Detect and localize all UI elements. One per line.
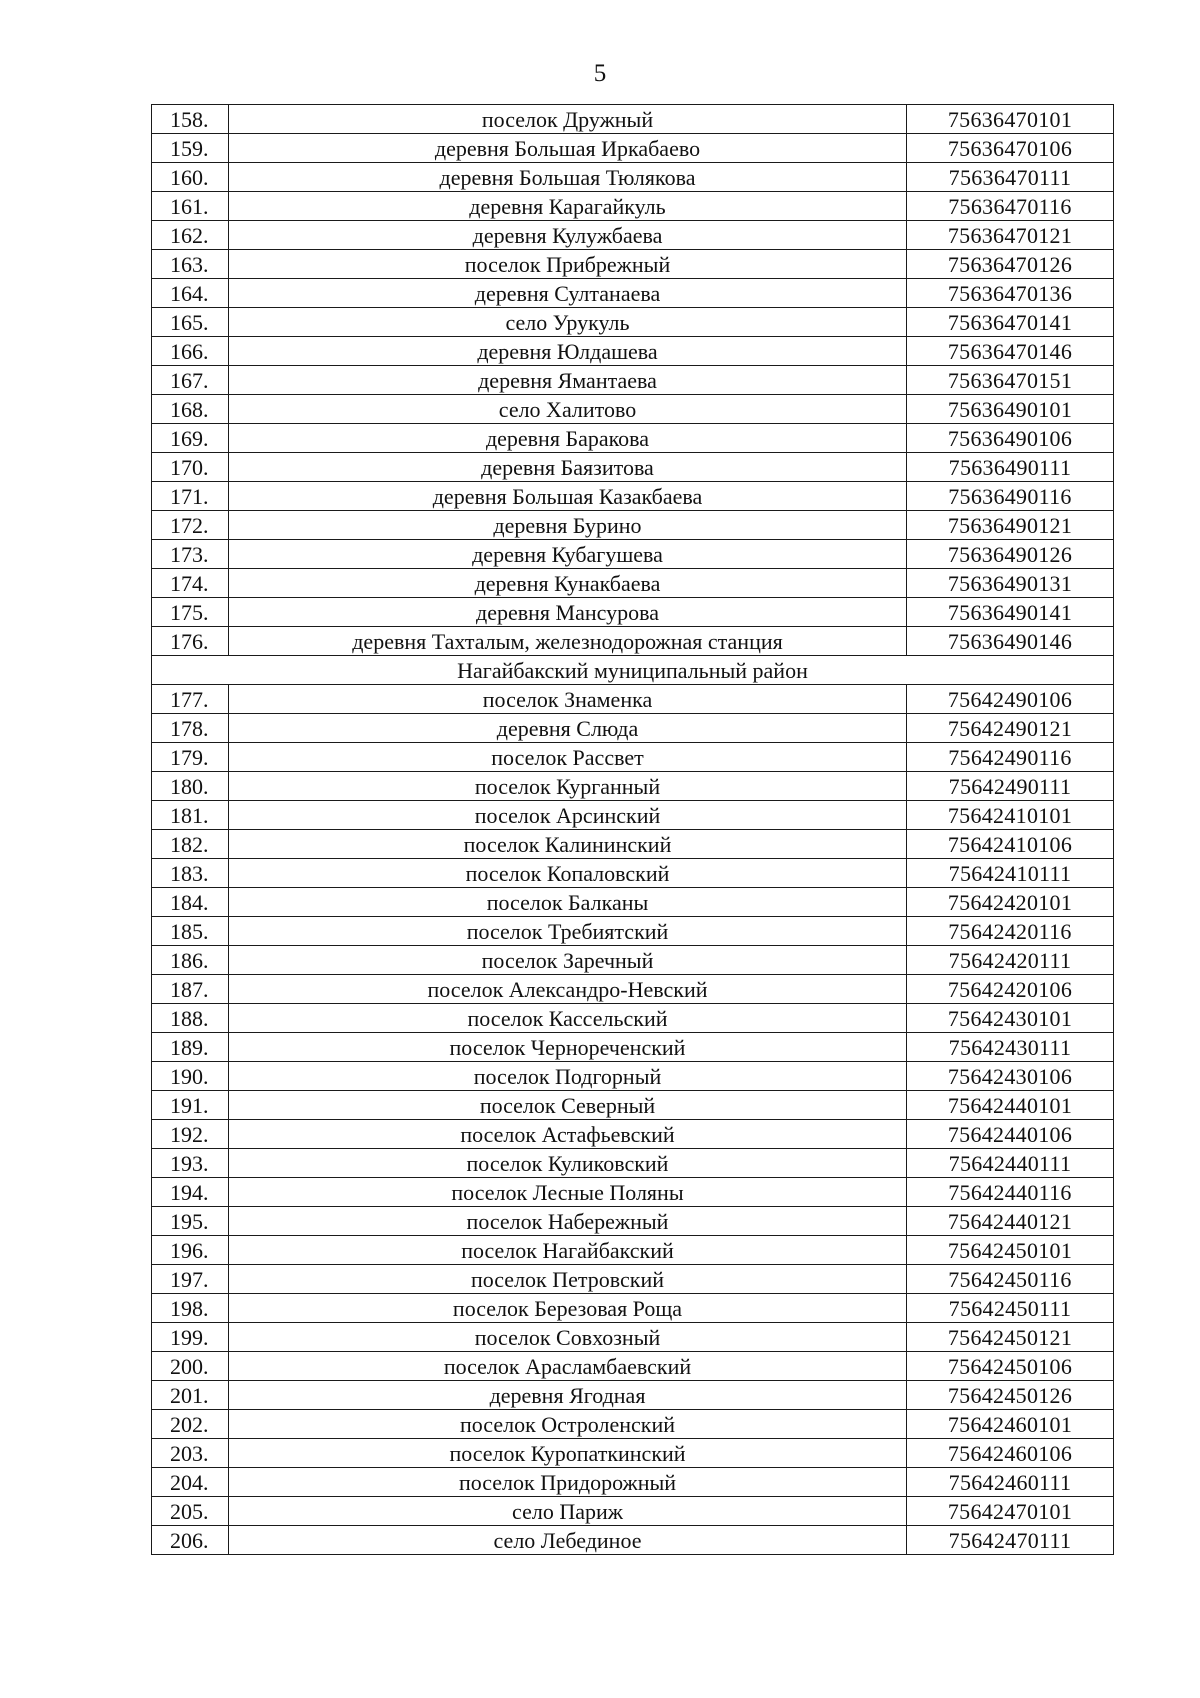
settlement-name-cell: поселок Нагайбакский bbox=[229, 1236, 907, 1265]
table-row bbox=[152, 598, 1114, 627]
row-number-cell: 189. bbox=[152, 1033, 229, 1062]
table-row bbox=[152, 1439, 1114, 1468]
row-number-cell: 192. bbox=[152, 1120, 229, 1149]
row-number-cell: 177. bbox=[152, 685, 229, 714]
settlement-name-cell: село Париж bbox=[229, 1497, 907, 1526]
oktmo-code-cell: 75636470136 bbox=[907, 279, 1114, 308]
section-title: Нагайбакский муниципальный район bbox=[152, 656, 1114, 685]
oktmo-code-cell: 75642450106 bbox=[907, 1352, 1114, 1381]
oktmo-code-cell: 75642410106 bbox=[907, 830, 1114, 859]
table-row bbox=[152, 859, 1114, 888]
table-row bbox=[152, 830, 1114, 859]
settlement-name-cell: деревня Кубагушева bbox=[229, 540, 907, 569]
row-number-cell: 174. bbox=[152, 569, 229, 598]
table-row bbox=[152, 192, 1114, 221]
settlement-name-cell: деревня Ямантаева bbox=[229, 366, 907, 395]
row-number-cell: 184. bbox=[152, 888, 229, 917]
row-number-cell: 198. bbox=[152, 1294, 229, 1323]
oktmo-code-cell: 75636470141 bbox=[907, 308, 1114, 337]
settlement-name-cell: деревня Слюда bbox=[229, 714, 907, 743]
settlement-name-cell: поселок Чернореченский bbox=[229, 1033, 907, 1062]
settlement-name-cell: село Урукуль bbox=[229, 308, 907, 337]
oktmo-code-cell: 75642420111 bbox=[907, 946, 1114, 975]
row-number-cell: 182. bbox=[152, 830, 229, 859]
row-number-cell: 186. bbox=[152, 946, 229, 975]
oktmo-code-cell: 75642450126 bbox=[907, 1381, 1114, 1410]
settlement-name-cell: поселок Прибрежный bbox=[229, 250, 907, 279]
table-row bbox=[152, 424, 1114, 453]
page-number: 5 bbox=[593, 60, 607, 87]
oktmo-code-cell: 75642440111 bbox=[907, 1149, 1114, 1178]
row-number-cell: 202. bbox=[152, 1410, 229, 1439]
table-row bbox=[152, 1091, 1114, 1120]
settlement-name-cell: поселок Дружный bbox=[229, 105, 907, 134]
oktmo-code-cell: 75642410101 bbox=[907, 801, 1114, 830]
oktmo-code-cell: 75642450116 bbox=[907, 1265, 1114, 1294]
table-row bbox=[152, 946, 1114, 975]
oktmo-code-cell: 75642490111 bbox=[907, 772, 1114, 801]
settlements-table-body bbox=[152, 105, 1114, 1555]
oktmo-code-cell: 75636470101 bbox=[907, 105, 1114, 134]
row-number-cell: 195. bbox=[152, 1207, 229, 1236]
oktmo-code-cell: 75636470146 bbox=[907, 337, 1114, 366]
row-number-cell: 194. bbox=[152, 1178, 229, 1207]
oktmo-code-cell: 75642430101 bbox=[907, 1004, 1114, 1033]
oktmo-code-cell: 75642430111 bbox=[907, 1033, 1114, 1062]
settlement-name-cell: поселок Кассельский bbox=[229, 1004, 907, 1033]
settlement-name-cell: поселок Александро-Невский bbox=[229, 975, 907, 1004]
settlement-name-cell: поселок Копаловский bbox=[229, 859, 907, 888]
table-row bbox=[152, 1004, 1114, 1033]
settlement-name-cell: поселок Петровский bbox=[229, 1265, 907, 1294]
table-row bbox=[152, 540, 1114, 569]
row-number-cell: 199. bbox=[152, 1323, 229, 1352]
settlement-name-cell: поселок Совхозный bbox=[229, 1323, 907, 1352]
settlement-name-cell: поселок Знаменка bbox=[229, 685, 907, 714]
oktmo-code-cell: 75636490146 bbox=[907, 627, 1114, 656]
table-row bbox=[152, 1265, 1114, 1294]
row-number-cell: 200. bbox=[152, 1352, 229, 1381]
settlement-name-cell: деревня Юлдашева bbox=[229, 337, 907, 366]
oktmo-code-cell: 75636490106 bbox=[907, 424, 1114, 453]
row-number-cell: 206. bbox=[152, 1526, 229, 1555]
oktmo-code-cell: 75642450121 bbox=[907, 1323, 1114, 1352]
row-number-cell: 205. bbox=[152, 1497, 229, 1526]
oktmo-code-cell: 75642410111 bbox=[907, 859, 1114, 888]
settlement-name-cell: поселок Набережный bbox=[229, 1207, 907, 1236]
row-number-cell: 175. bbox=[152, 598, 229, 627]
table-row bbox=[152, 395, 1114, 424]
oktmo-code-cell: 75642420106 bbox=[907, 975, 1114, 1004]
table-row bbox=[152, 917, 1114, 946]
settlement-name-cell: деревня Карагайкуль bbox=[229, 192, 907, 221]
oktmo-code-cell: 75636490131 bbox=[907, 569, 1114, 598]
table-row bbox=[152, 1294, 1114, 1323]
row-number-cell: 160. bbox=[152, 163, 229, 192]
oktmo-code-cell: 75642490121 bbox=[907, 714, 1114, 743]
row-number-cell: 173. bbox=[152, 540, 229, 569]
row-number-cell: 188. bbox=[152, 1004, 229, 1033]
table-row bbox=[152, 801, 1114, 830]
table-row bbox=[152, 1497, 1114, 1526]
oktmo-code-cell: 75636490121 bbox=[907, 511, 1114, 540]
table-row bbox=[152, 482, 1114, 511]
settlement-name-cell: деревня Баязитова bbox=[229, 453, 907, 482]
settlement-name-cell: деревня Большая Иркабаево bbox=[229, 134, 907, 163]
settlement-name-cell: деревня Большая Тюлякова bbox=[229, 163, 907, 192]
settlement-name-cell: деревня Баракова bbox=[229, 424, 907, 453]
table-row bbox=[152, 1062, 1114, 1091]
table-row bbox=[152, 250, 1114, 279]
row-number-cell: 190. bbox=[152, 1062, 229, 1091]
table-row bbox=[152, 221, 1114, 250]
oktmo-code-cell: 75636490116 bbox=[907, 482, 1114, 511]
oktmo-code-cell: 75642440121 bbox=[907, 1207, 1114, 1236]
row-number-cell: 179. bbox=[152, 743, 229, 772]
oktmo-code-cell: 75636490101 bbox=[907, 395, 1114, 424]
row-number-cell: 191. bbox=[152, 1091, 229, 1120]
settlement-name-cell: поселок Заречный bbox=[229, 946, 907, 975]
row-number-cell: 158. bbox=[152, 105, 229, 134]
settlement-name-cell: поселок Подгорный bbox=[229, 1062, 907, 1091]
row-number-cell: 196. bbox=[152, 1236, 229, 1265]
row-number-cell: 201. bbox=[152, 1381, 229, 1410]
settlement-name-cell: поселок Калининский bbox=[229, 830, 907, 859]
row-number-cell: 193. bbox=[152, 1149, 229, 1178]
table-row bbox=[152, 1207, 1114, 1236]
oktmo-code-cell: 75642440106 bbox=[907, 1120, 1114, 1149]
oktmo-code-cell: 75642460106 bbox=[907, 1439, 1114, 1468]
row-number-cell: 166. bbox=[152, 337, 229, 366]
table-row bbox=[152, 366, 1114, 395]
oktmo-code-cell: 75636490141 bbox=[907, 598, 1114, 627]
settlement-name-cell: поселок Придорожный bbox=[229, 1468, 907, 1497]
oktmo-code-cell: 75636470116 bbox=[907, 192, 1114, 221]
settlement-name-cell: поселок Березовая Роща bbox=[229, 1294, 907, 1323]
table-row bbox=[152, 1526, 1114, 1555]
row-number-cell: 164. bbox=[152, 279, 229, 308]
section-header-row bbox=[152, 656, 1114, 685]
oktmo-code-cell: 75642460101 bbox=[907, 1410, 1114, 1439]
row-number-cell: 159. bbox=[152, 134, 229, 163]
table-row bbox=[152, 1381, 1114, 1410]
settlement-name-cell: деревня Кунакбаева bbox=[229, 569, 907, 598]
settlement-name-cell: поселок Арасламбаевский bbox=[229, 1352, 907, 1381]
table-row bbox=[152, 1120, 1114, 1149]
row-number-cell: 162. bbox=[152, 221, 229, 250]
settlement-name-cell: деревня Большая Казакбаева bbox=[229, 482, 907, 511]
row-number-cell: 178. bbox=[152, 714, 229, 743]
settlement-name-cell: деревня Султанаева bbox=[229, 279, 907, 308]
row-number-cell: 181. bbox=[152, 801, 229, 830]
table-row bbox=[152, 1033, 1114, 1062]
oktmo-code-cell: 75636470106 bbox=[907, 134, 1114, 163]
table-row bbox=[152, 453, 1114, 482]
table-row bbox=[152, 134, 1114, 163]
table-row bbox=[152, 1178, 1114, 1207]
table-row bbox=[152, 1323, 1114, 1352]
table-row bbox=[152, 1236, 1114, 1265]
row-number-cell: 170. bbox=[152, 453, 229, 482]
oktmo-code-cell: 75636490126 bbox=[907, 540, 1114, 569]
table-row bbox=[152, 1410, 1114, 1439]
table-row bbox=[152, 743, 1114, 772]
settlement-name-cell: поселок Балканы bbox=[229, 888, 907, 917]
oktmo-code-cell: 75642470101 bbox=[907, 1497, 1114, 1526]
table-row bbox=[152, 308, 1114, 337]
table-row bbox=[152, 714, 1114, 743]
oktmo-code-cell: 75642440101 bbox=[907, 1091, 1114, 1120]
row-number-cell: 171. bbox=[152, 482, 229, 511]
row-number-cell: 176. bbox=[152, 627, 229, 656]
table-row bbox=[152, 511, 1114, 540]
oktmo-code-cell: 75642490116 bbox=[907, 743, 1114, 772]
row-number-cell: 187. bbox=[152, 975, 229, 1004]
table-row bbox=[152, 337, 1114, 366]
row-number-cell: 161. bbox=[152, 192, 229, 221]
oktmo-code-cell: 75642450101 bbox=[907, 1236, 1114, 1265]
settlement-name-cell: деревня Бурино bbox=[229, 511, 907, 540]
row-number-cell: 185. bbox=[152, 917, 229, 946]
oktmo-code-cell: 75642440116 bbox=[907, 1178, 1114, 1207]
row-number-cell: 167. bbox=[152, 366, 229, 395]
oktmo-code-cell: 75642420101 bbox=[907, 888, 1114, 917]
table-row bbox=[152, 1149, 1114, 1178]
settlement-name-cell: деревня Тахталым, железнодорожная станция bbox=[229, 627, 907, 656]
table-row bbox=[152, 1352, 1114, 1381]
row-number-cell: 172. bbox=[152, 511, 229, 540]
oktmo-code-cell: 75636490111 bbox=[907, 453, 1114, 482]
table-row bbox=[152, 105, 1114, 134]
table-row bbox=[152, 772, 1114, 801]
row-number-cell: 165. bbox=[152, 308, 229, 337]
table-row bbox=[152, 888, 1114, 917]
table-row bbox=[152, 685, 1114, 714]
table-row bbox=[152, 279, 1114, 308]
row-number-cell: 169. bbox=[152, 424, 229, 453]
table-row bbox=[152, 569, 1114, 598]
settlement-name-cell: деревня Мансурова bbox=[229, 598, 907, 627]
table-row bbox=[152, 163, 1114, 192]
settlement-name-cell: поселок Остроленский bbox=[229, 1410, 907, 1439]
settlement-name-cell: поселок Требиятский bbox=[229, 917, 907, 946]
settlement-name-cell: поселок Курганный bbox=[229, 772, 907, 801]
row-number-cell: 204. bbox=[152, 1468, 229, 1497]
settlement-name-cell: поселок Лесные Поляны bbox=[229, 1178, 907, 1207]
oktmo-code-cell: 75636470126 bbox=[907, 250, 1114, 279]
settlement-name-cell: поселок Северный bbox=[229, 1091, 907, 1120]
settlement-name-cell: поселок Рассвет bbox=[229, 743, 907, 772]
oktmo-code-cell: 75642430106 bbox=[907, 1062, 1114, 1091]
oktmo-code-cell: 75636470111 bbox=[907, 163, 1114, 192]
settlement-name-cell: деревня Кулужбаева bbox=[229, 221, 907, 250]
settlement-name-cell: село Лебединое bbox=[229, 1526, 907, 1555]
row-number-cell: 203. bbox=[152, 1439, 229, 1468]
settlement-name-cell: село Халитово bbox=[229, 395, 907, 424]
settlement-name-cell: поселок Астафьевский bbox=[229, 1120, 907, 1149]
settlement-name-cell: поселок Куропаткинский bbox=[229, 1439, 907, 1468]
oktmo-code-cell: 75642490106 bbox=[907, 685, 1114, 714]
table-row bbox=[152, 1468, 1114, 1497]
table-row bbox=[152, 975, 1114, 1004]
settlements-table bbox=[151, 104, 1114, 1555]
settlement-name-cell: деревня Ягодная bbox=[229, 1381, 907, 1410]
oktmo-code-cell: 75636470121 bbox=[907, 221, 1114, 250]
row-number-cell: 168. bbox=[152, 395, 229, 424]
row-number-cell: 183. bbox=[152, 859, 229, 888]
settlement-name-cell: поселок Арсинский bbox=[229, 801, 907, 830]
row-number-cell: 197. bbox=[152, 1265, 229, 1294]
oktmo-code-cell: 75642470111 bbox=[907, 1526, 1114, 1555]
settlement-name-cell: поселок Куликовский bbox=[229, 1149, 907, 1178]
row-number-cell: 163. bbox=[152, 250, 229, 279]
oktmo-code-cell: 75636470151 bbox=[907, 366, 1114, 395]
oktmo-code-cell: 75642460111 bbox=[907, 1468, 1114, 1497]
table-row bbox=[152, 627, 1114, 656]
row-number-cell: 180. bbox=[152, 772, 229, 801]
oktmo-code-cell: 75642420116 bbox=[907, 917, 1114, 946]
oktmo-code-cell: 75642450111 bbox=[907, 1294, 1114, 1323]
